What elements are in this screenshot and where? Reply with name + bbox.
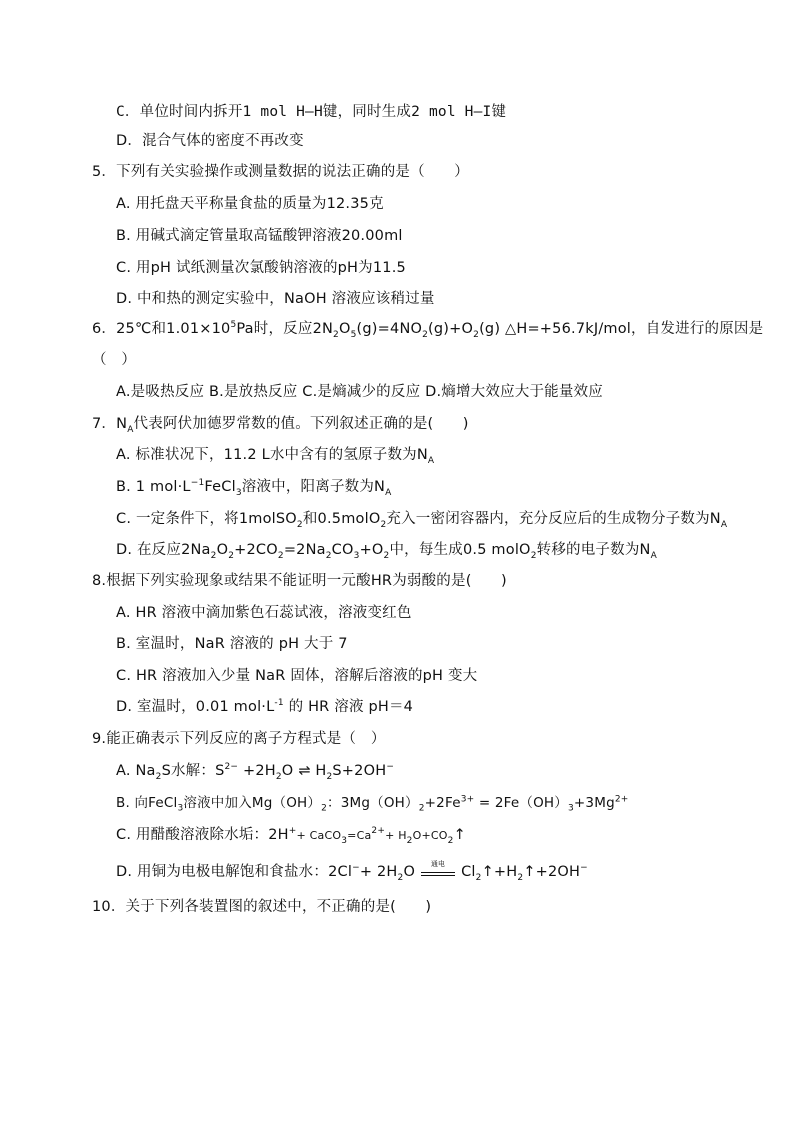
- q7-option-a: A. 标准状况下，11.2 L水中含有的氢原子数为$N_A$: [116, 447, 435, 466]
- q6-stem: 6．25℃和$1.01\times 10^5Pa$时，反应$2N_2O_5(g)=4NO_2(g)+O_2(g)$ △H=+56.7kJ/mol，自发进行的原因是: [92, 320, 764, 340]
- q9-option-c: C. 用醋酸溶液除水垢：$2H^++ CaCO_3=Ca^{2+}+$ $H_2O+CO_2↑$: [116, 826, 466, 846]
- q4-option-d: D．混合气体的密度不再改变: [116, 133, 304, 149]
- reaction-condition-arrow: 通电: [421, 862, 455, 882]
- q8-option-a: A. HR 溶液中滴加紫色石蕊试液，溶液变红色: [116, 605, 412, 621]
- q7-option-c: C. 一定条件下，将1molSO$_2$和0.5molO$_2$充入一密闭容器内，充分反应后的生成物分子数为$N_A$: [116, 511, 728, 530]
- q8-option-d: D. 室温时，0.01 $mol\cdot L^{-1}$ 的 HR 溶液 pH＝4: [116, 698, 414, 715]
- q8-option-c: C. HR 溶液加入少量 NaR 固体，溶解后溶液的pH 变大: [116, 668, 478, 684]
- q7-option-d: D. 在反应$2Na_2O_2+2CO_2=2Na_2CO_3+O_2$中，每生成0.5 molO$_2$转移的电子数为$N_A$: [116, 542, 657, 561]
- q6-options: A.是吸热反应 B.是放热反应 C.是熵减少的反应 D.熵增大效应大于能量效应: [116, 384, 603, 400]
- q9-option-b: B. 向FeCl$_3$溶液中加入$Mg(OH)_2$：$3Mg(OH)_2+2Fe^{3+} = 2Fe(OH)_3+3Mg^{2+}$: [116, 794, 629, 814]
- q8-option-b: B. 室温时，NaR 溶液的 pH 大于 7: [116, 636, 348, 652]
- q4-option-c: [116, 102, 506, 122]
- q6-stem-bracket: （ ）: [92, 352, 137, 368]
- q5-stem: 5．下列有关实验操作或测量数据的说法正确的是（ ）: [92, 164, 469, 180]
- q7-stem: 7．$N_A$代表阿伏加德罗常数的值。下列叙述正确的是( ): [92, 416, 469, 435]
- q5-option-d: D. 中和热的测定实验中，NaOH 溶液应该稍过量: [116, 291, 435, 307]
- q5-option-a: A. 用托盘天平称量食盐的质量为12.35克: [116, 196, 384, 212]
- q9-option-a: A. $Na_2S$水解：$S^{2-} +2H_2O$ ⇌ $H_2S+2OH^-$: [116, 762, 395, 782]
- q8-stem: 8.根据下列实验现象或结果不能证明一元酸HR为弱酸的是( ): [92, 573, 507, 589]
- q10-stem: 10．关于下列各装置图的叙述中，不正确的是( ): [92, 899, 432, 915]
- q4-option-c-text: C．单位时间内拆开1 mol H—H键，同时生成2 mol H—I键: [116, 104, 507, 120]
- q5-option-b: B. 用碱式滴定管量取高锰酸钾溶液20.00ml: [116, 228, 403, 244]
- q9-stem: 9.能正确表示下列反应的离子方程式是（ ）: [92, 731, 386, 747]
- q5-option-c: C. 用pH 试纸测量次氯酸钠溶液的pH为11.5: [116, 260, 406, 276]
- q7-option-b: B. 1 $mol\cdot L^{-1}FeCl_3$溶液中，阳离子数为$N_A$: [116, 478, 392, 498]
- q9-option-d: D. 用铜为电极电解饱和食盐水：$2Cl^-+ 2H_2O$ 通电 $Cl_2↑+H_2↑+2OH^-$: [116, 860, 588, 883]
